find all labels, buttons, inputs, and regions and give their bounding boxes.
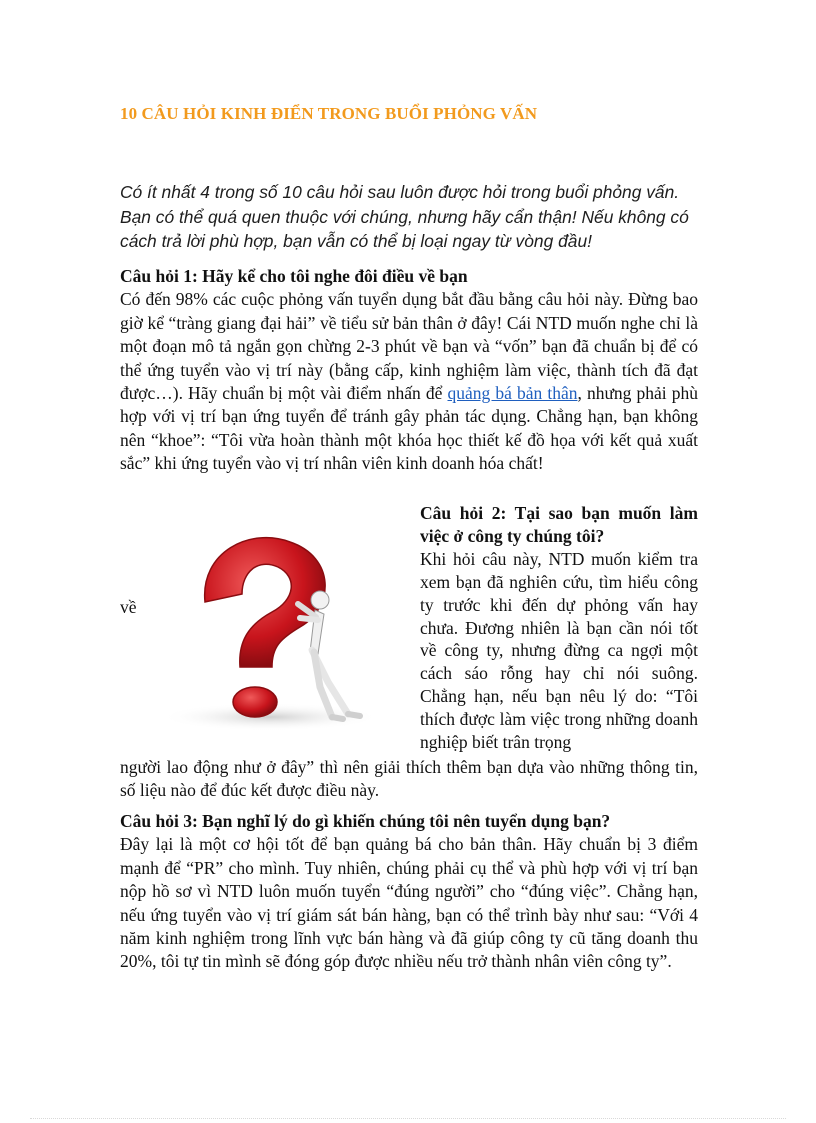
question-1-section: [120, 265, 698, 476]
question-2-body: Khi hỏi câu này, NTD muốn kiểm tra xem bạn đã nghiên cứu, tìm hiểu công ty trước khi đến dự phỏng vấn hay chưa. Đương nhiên là bạn cần nói tốt về công ty, nhưng đừng ca ngợi một cách sáo rỗng hay chỉ nói suông. Chẳng hạn, nếu bạn nêu lý do: “Tôi thích được làm việc trong những doanh nghiệp biết trân trọng: [420, 548, 698, 753]
question-1-body-start: Có đến 98% các cuộc phỏng vấn tuyển dụng bắt đầu bằng câu hỏi này. Đừng bao giờ kể “tràng giang đại hải” về tiểu sử bản thân ở đây! Cái NTD muốn nghe chỉ là một đoạn mô tả ngắn gọn chừng 2-3 phút về bạn và “vốn” bạn đã chuẩn bị để có thể ứng tuyển vào vị trí này (bằng cấp, kinh nghiệm làm việc, thành tích đã đạt được…). Hãy chuẩn bị một vài điểm nhấn để: [120, 289, 698, 404]
question-3-body: Đây lại là một cơ hội tốt để bạn quảng bá cho bản thân. Hãy chuẩn bị 3 điểm mạnh để “PR” cho mình. Tuy nhiên, chúng phải cụ thể và phù hợp với vị trí bạn nộp hồ sơ vì NTD luôn muốn tuyển “đúng người” cho “đúng việc”. Chẳng hạn, nếu ứng tuyển vào vị trí giám sát bán hàng, bạn có thể trình bày như sau: “Với 4 năm kinh nghiệm trong lĩnh vực bán hàng và đã giúp công ty cũ tăng doanh thu 20%, tôi tự tin mình sẽ đóng góp được nhiều nếu trở thành nhân viên công ty”.: [120, 834, 698, 972]
question-3-section: [120, 810, 698, 974]
question-2-body-tail: người lao động như ở đây” thì nên giải thích thêm bạn dựa vào những thông tin, số liệu nào để đúc kết được điều này.: [120, 757, 698, 801]
question-mark-figure-image: [150, 522, 390, 737]
question-1-heading: Câu hỏi 1: Hãy kể cho tôi nghe đôi điều về bạn: [120, 266, 468, 286]
question-2-text: [420, 502, 698, 754]
stray-word: về: [120, 597, 137, 617]
intro-paragraph: Có ít nhất 4 trong số 10 câu hỏi sau luôn được hỏi trong buổi phỏng vấn. Bạn có thể quá quen thuộc với chúng, nhưng hãy cẩn thận! Nếu không có cách trả lời phù hợp, bạn vẫn có thể bị loại ngay từ vòng đầu!: [120, 182, 689, 251]
question-2-heading: Câu hỏi 2: Tại sao bạn muốn làm việc ở công ty chúng tôi?: [420, 503, 698, 546]
question-1-body-end: , nhưng phải phù hợp với vị trí bạn ứng tuyển để tránh gây phản tác dụng. Chẳng hạn, bạn không nên “khoe”: “Tôi vừa hoàn thành một khóa học thiết kế đồ họa với kết quả xuất sắc” khi ứng tuyển vào vị trí nhân viên kinh doanh hóa chất!: [120, 383, 698, 474]
self-promotion-link[interactable]: quảng bá bản thân: [447, 383, 578, 404]
page-title: 10 CÂU HỎI KINH ĐIỂN TRONG BUỔI PHỎNG VẤN: [120, 104, 538, 123]
question-3-heading: Câu hỏi 3: Bạn nghĩ lý do gì khiến chúng tôi nên tuyển dụng bạn?: [120, 811, 611, 831]
page-bottom-divider: [30, 1118, 786, 1119]
